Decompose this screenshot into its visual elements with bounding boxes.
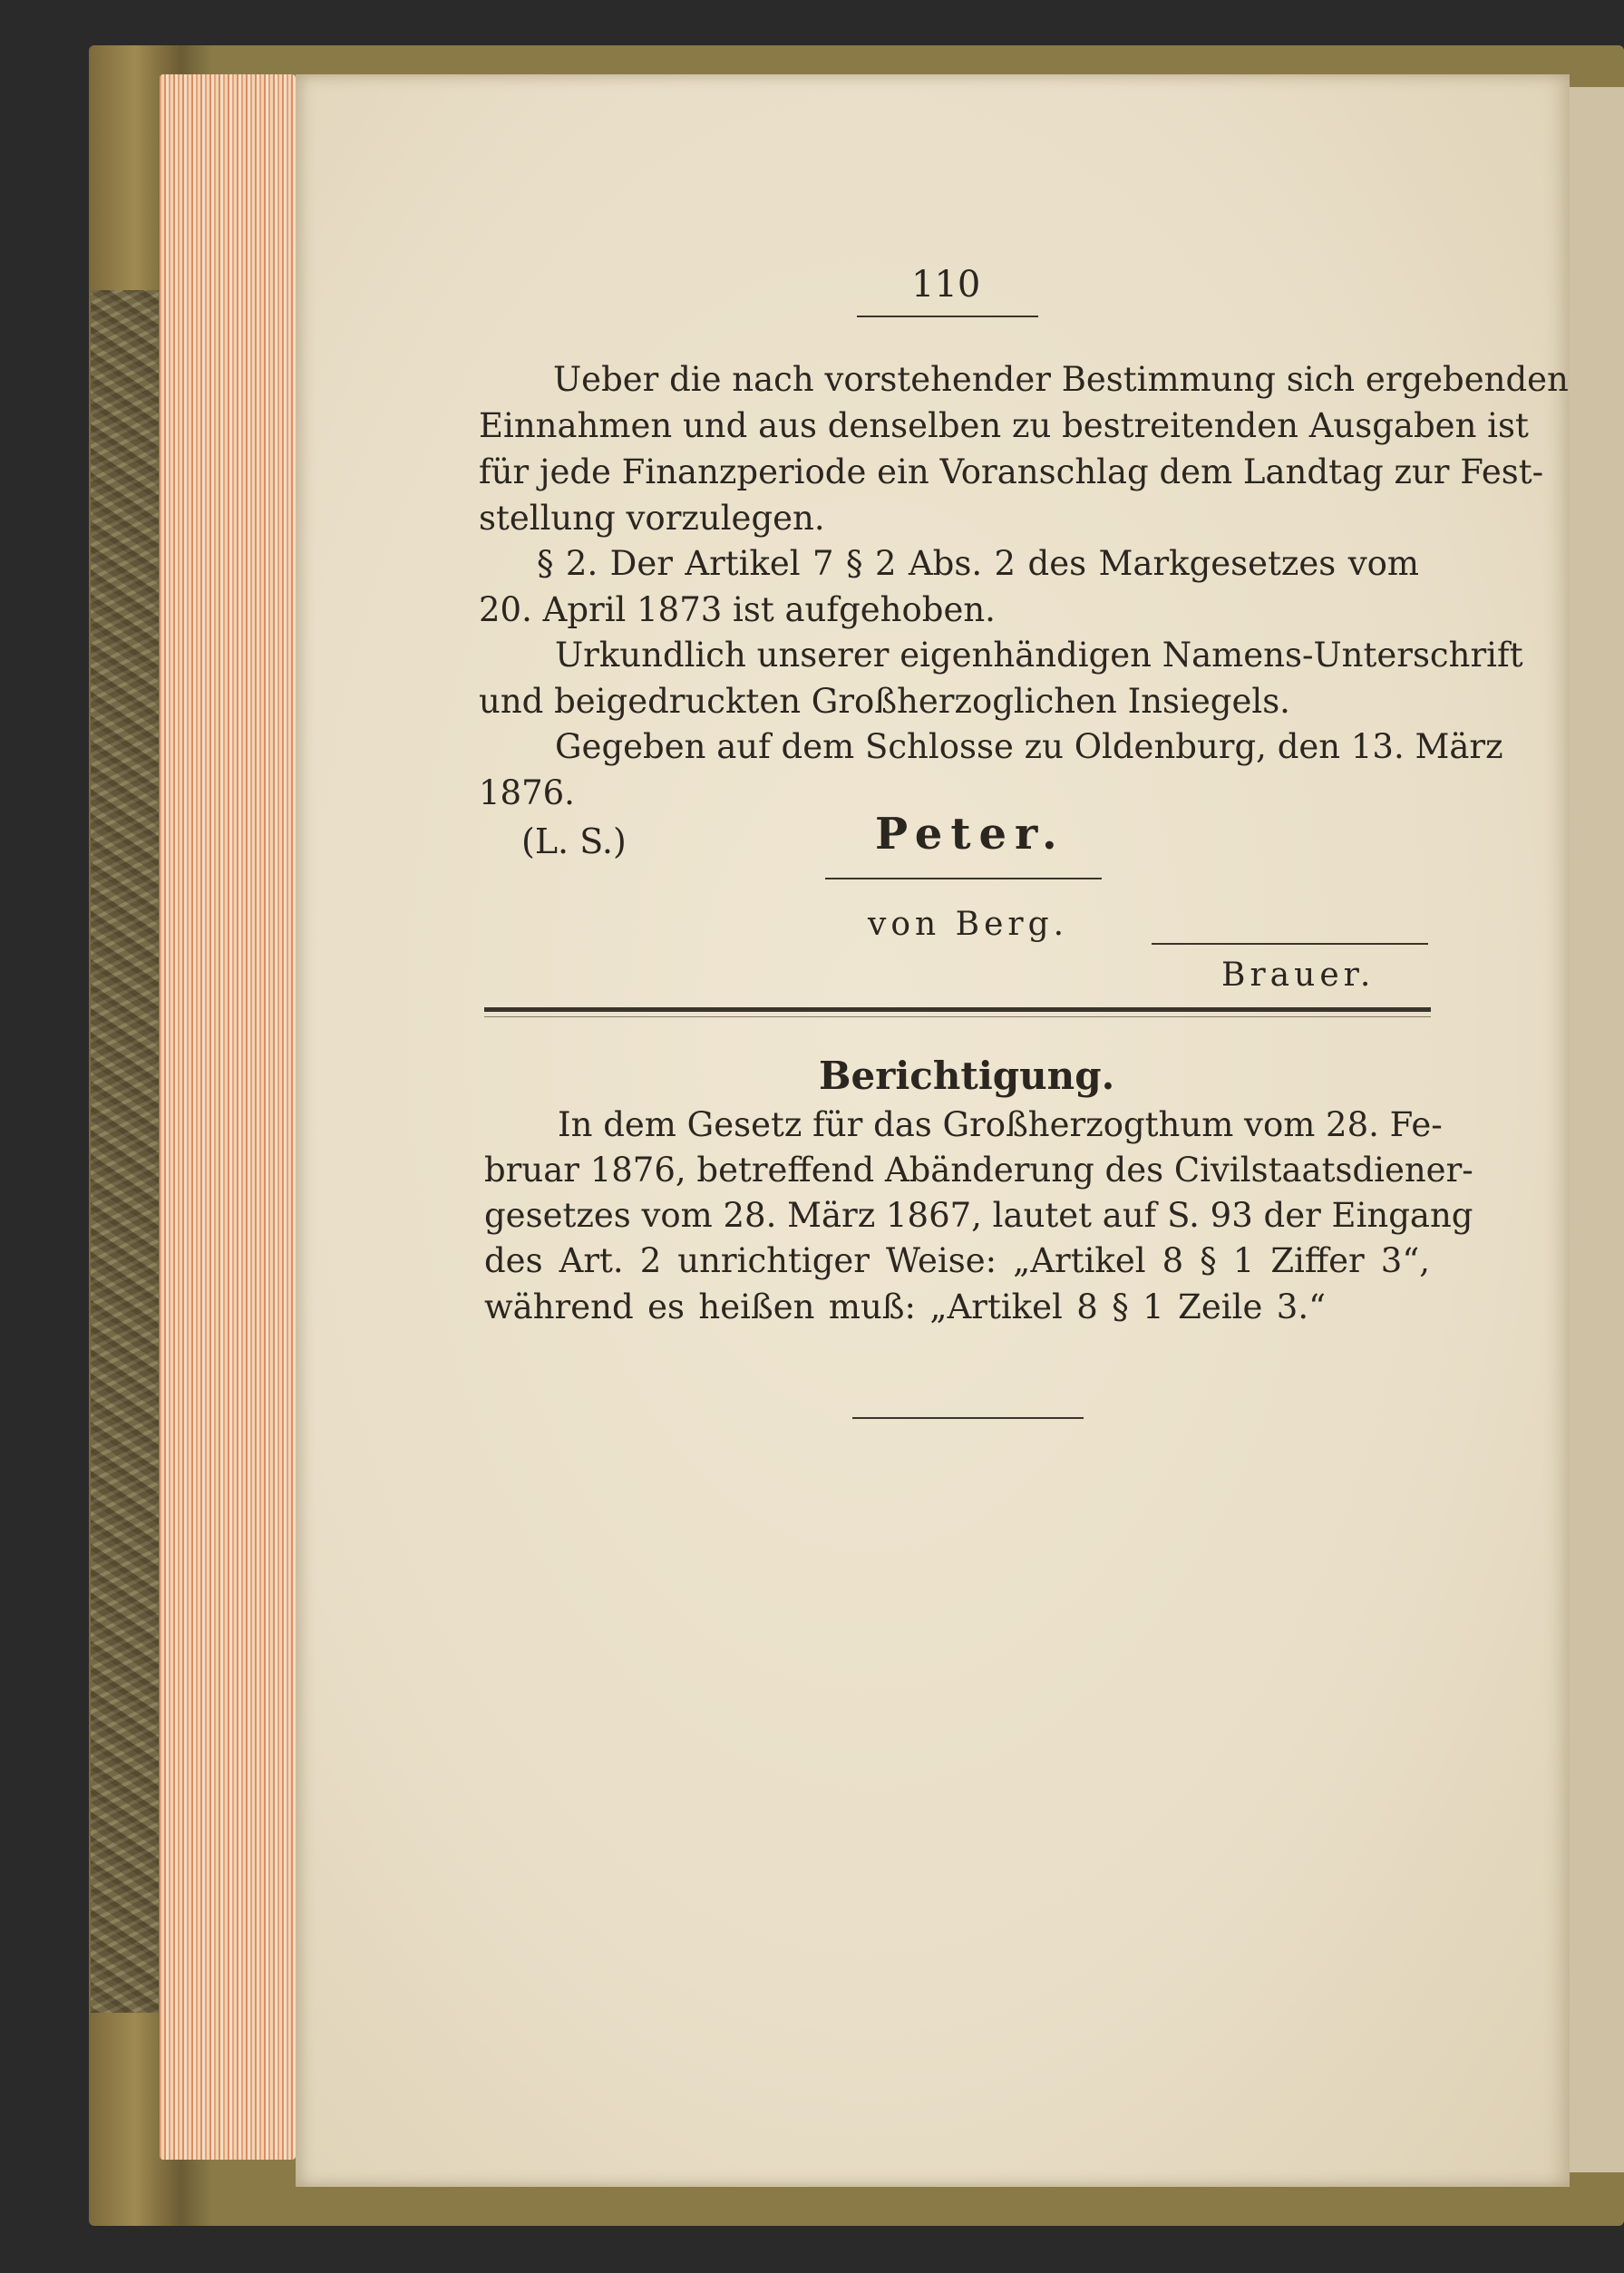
signature-rule [1152, 943, 1428, 945]
page-number: 110 [911, 264, 981, 306]
paragraph-line: und beigedruckten Großherzoglichen Insiegels. [479, 682, 1290, 721]
paragraph-line: 1876. [479, 773, 575, 812]
signature-second: von Berg. [868, 906, 1069, 943]
paragraph-line: § 2. Der Artikel 7 § 2 Abs. 2 des Markgesetzes vom [537, 544, 1419, 583]
paragraph-line: Einnahmen und aus denselben zu bestreitenden Ausgaben ist [479, 406, 1529, 445]
paragraph-line: Ueber die nach vorstehender Bestimmung sich ergebenden [553, 360, 1569, 399]
section-divider [484, 1007, 1431, 1012]
page-number-rule [857, 316, 1038, 317]
seal-mark: (L. S.) [521, 821, 627, 861]
paragraph-line: Gegeben auf dem Schlosse zu Oldenburg, den 13. März [555, 727, 1503, 766]
facing-page-edge [1570, 87, 1624, 2172]
correction-line: des Art. 2 unrichtiger Weise: „Artikel 8 § 1 Ziffer 3“, [484, 1241, 1430, 1280]
end-rule [852, 1417, 1084, 1419]
signature-main: Peter. [875, 809, 1065, 860]
correction-line: In dem Gesetz für das Großherzogthum vom 28. Fe- [558, 1105, 1443, 1144]
correction-line: gesetzes vom 28. März 1867, lautet auf S. 93 der Eingang [484, 1196, 1473, 1235]
signature-rule [825, 878, 1102, 879]
correction-line: während es heißen muß: „Artikel 8 § 1 Zeile 3.“ [484, 1287, 1326, 1326]
section-divider [484, 1016, 1431, 1017]
correction-line: bruar 1876, betreffend Abänderung des Civilstaatsdiener- [484, 1151, 1473, 1190]
marbled-board [91, 290, 159, 2013]
paragraph-line: 20. April 1873 ist aufgehoben. [479, 590, 996, 629]
correction-heading: Berichtigung. [819, 1054, 1115, 1098]
paragraph-line: für jede Finanzperiode ein Voranschlag dem Landtag zur Fest- [479, 452, 1544, 491]
page-edges [160, 74, 296, 2160]
paragraph-line: Urkundlich unserer eigenhändigen Namens-Unterschrift [555, 636, 1523, 675]
signature-third: Brauer. [1221, 957, 1376, 994]
paragraph-line: stellung vorzulegen. [479, 499, 825, 538]
